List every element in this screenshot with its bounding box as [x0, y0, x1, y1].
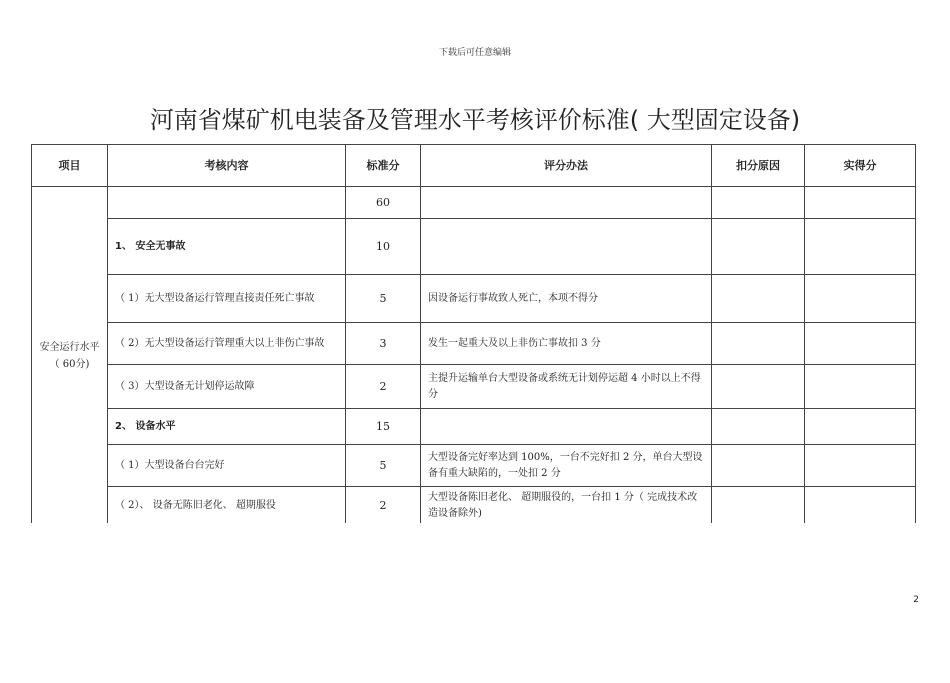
score-cell: 2	[346, 487, 421, 526]
category-cell	[32, 187, 108, 526]
method-cell: 大型设备陈旧老化、 超期服役的，一台扣 1 分（ 完成技术改造设备除外)	[421, 487, 712, 526]
deduct-cell	[712, 323, 805, 365]
actual-cell	[805, 323, 916, 365]
page-title: 河南省煤矿机电装备及管理水平考核评价标准( 大型固定设备)	[149, 106, 801, 134]
column-header-content: 考核内容	[108, 145, 346, 187]
method-cell	[421, 219, 712, 275]
score-cell: 60	[346, 187, 421, 219]
method-cell: 发生一起重大及以上非伤亡事故扣 3 分	[421, 323, 712, 365]
actual-cell	[805, 409, 916, 445]
score-cell: 2	[346, 365, 421, 409]
actual-cell	[805, 445, 916, 487]
deduct-cell	[712, 275, 805, 323]
column-header-standard: 标准分	[346, 145, 421, 187]
content-cell: （ 3）大型设备无计划停运故障	[108, 365, 346, 409]
deduct-cell	[712, 365, 805, 409]
column-header-item: 项目	[32, 145, 108, 187]
deduct-cell	[712, 487, 805, 526]
actual-cell	[805, 365, 916, 409]
score-cell: 5	[346, 445, 421, 487]
score-cell: 15	[346, 409, 421, 445]
page-bottom-area	[0, 523, 950, 683]
page-number: 2	[913, 595, 919, 605]
actual-cell	[805, 275, 916, 323]
method-cell	[421, 409, 712, 445]
deduct-cell	[712, 409, 805, 445]
table-row	[32, 445, 916, 487]
content-cell: 1、 安全无事故	[108, 219, 346, 275]
score-cell: 10	[346, 219, 421, 275]
actual-cell	[805, 187, 916, 219]
score-cell: 5	[346, 275, 421, 323]
table-row	[32, 487, 916, 526]
table-header-row	[32, 145, 916, 187]
content-cell: （ 1）大型设备台台完好	[108, 445, 346, 487]
method-cell: 因设备运行事故致人死亡，本项不得分	[421, 275, 712, 323]
table-row	[32, 323, 916, 365]
method-cell: 大型设备完好率达到 100%，一台不完好扣 2 分，单台大型设备有重大缺陷的，一处扣 2 分	[421, 445, 712, 487]
method-cell	[421, 187, 712, 219]
actual-cell	[805, 487, 916, 526]
deduct-cell	[712, 445, 805, 487]
deduct-cell	[712, 187, 805, 219]
content-cell: （ 2）、 设备无陈旧老化、 超期服役	[108, 487, 346, 526]
column-header-actual: 实得分	[805, 145, 916, 187]
evaluation-table	[31, 144, 916, 526]
content-cell: 2、 设备水平	[108, 409, 346, 445]
column-header-deduct: 扣分原因	[712, 145, 805, 187]
deduct-cell	[712, 219, 805, 275]
table-row	[32, 187, 916, 219]
table-row	[32, 275, 916, 323]
table-row	[32, 409, 916, 445]
score-cell: 3	[346, 323, 421, 365]
table-row	[32, 365, 916, 409]
category-label: 安全运行水平（ 60分)	[39, 342, 100, 371]
method-cell: 主提升运输单台大型设备或系统无计划停运超 4 小时以上不得分	[421, 365, 712, 409]
content-cell	[108, 187, 346, 219]
content-cell: （ 2）无大型设备运行管理重大以上非伤亡事故	[108, 323, 346, 365]
actual-cell	[805, 219, 916, 275]
table-row	[32, 219, 916, 275]
content-cell: （ 1）无大型设备运行管理直接责任死亡事故	[108, 275, 346, 323]
header-note: 下载后可任意编辑	[438, 48, 511, 58]
column-header-method: 评分办法	[421, 145, 712, 187]
